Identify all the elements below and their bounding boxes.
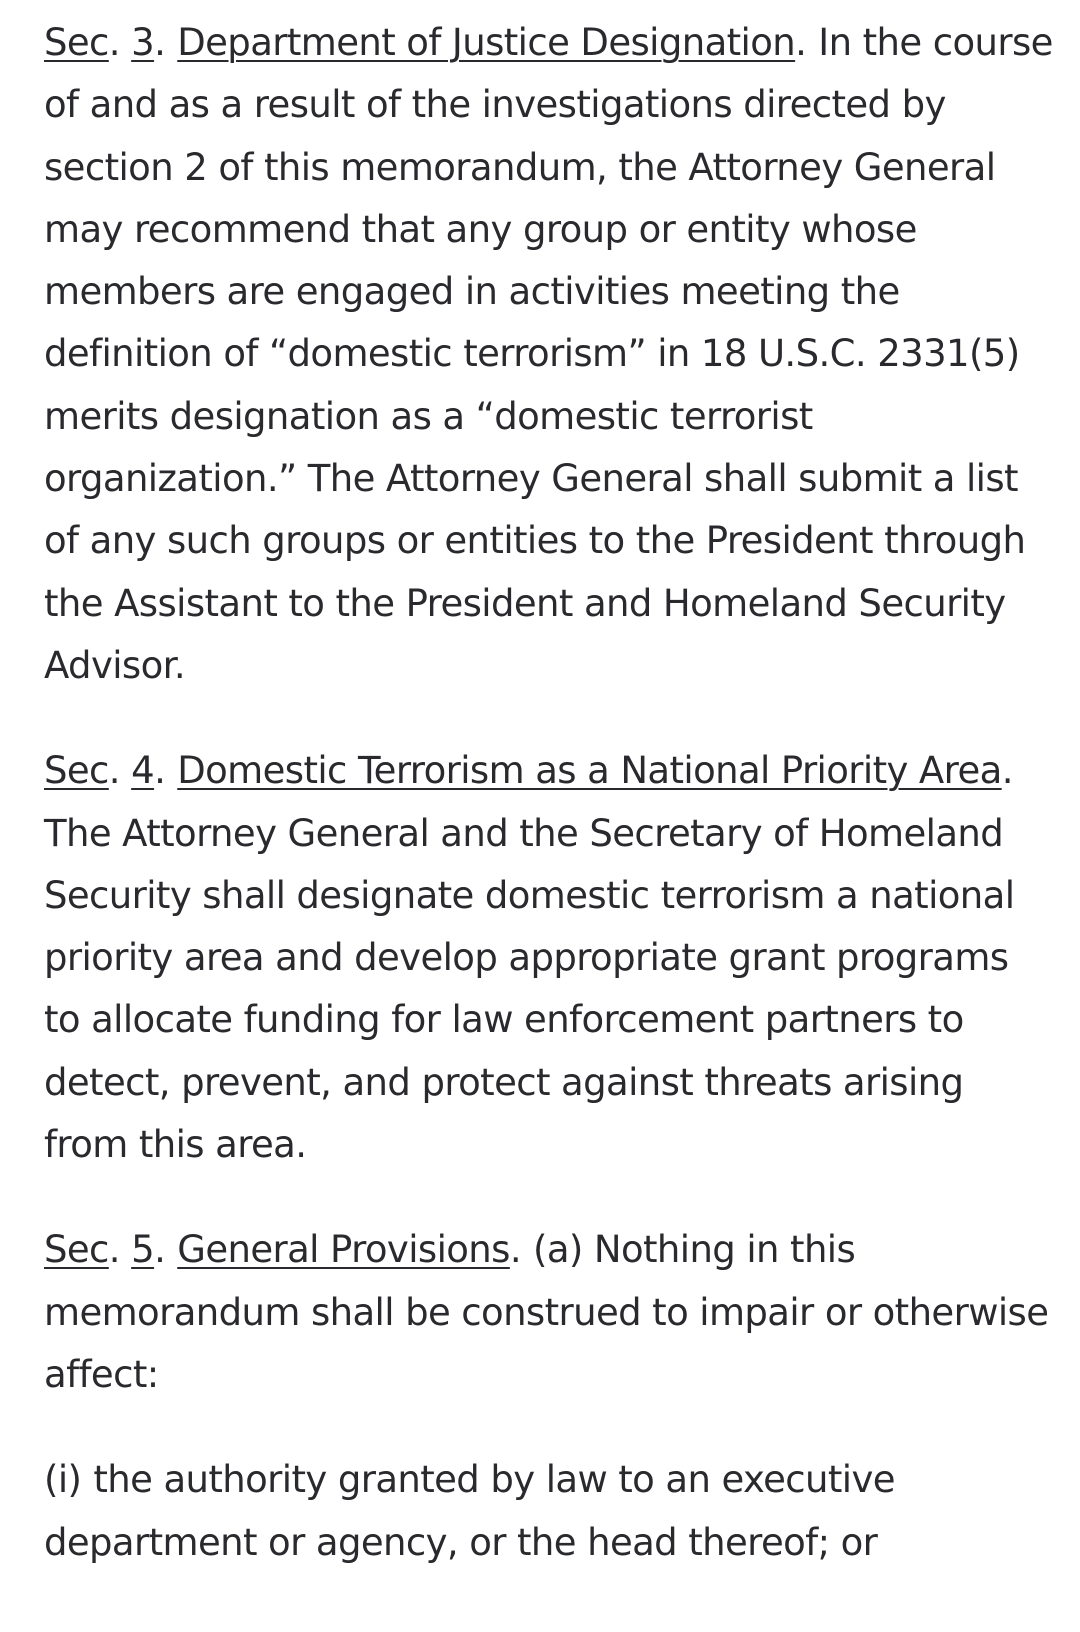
section-number: 4 bbox=[131, 749, 155, 793]
section-text: (a) Nothing in this memorandum shall be construed to impair or otherwise affect: bbox=[44, 1228, 1049, 1396]
section-heading: General Provisions bbox=[177, 1228, 510, 1272]
clause-text: the authority granted by law to an executive department or agency, or the head thereof; or bbox=[44, 1458, 895, 1564]
section-text: In the course of and as a result of the investigations directed by section 2 of this memorandum, the Attorney General may recommend that any group or entity whose members are engaged in activities meeting the definition of “domestic terrorism” in 18 U.S.C. 2331(5) merits designation as a “domestic terrorist organization.” The Attorney General shall submit a list of any such groups or entities to the President through the Assistant to the President and Homeland Security Advisor. bbox=[44, 21, 1053, 687]
section-label: Sec bbox=[44, 749, 109, 793]
section-4: Sec. 4. Domestic Terrorism as a National Priority Area.The Attorney General and the Secretary of Homeland Security shall designate domestic terrorism a national priority area and develop appropriate grant programs to allocate funding for law enforcement partners to detect, prevent, and protect against threats arising from this area. bbox=[44, 749, 1015, 1167]
section-label: Sec bbox=[44, 21, 109, 64]
clause-i bbox=[44, 1449, 1054, 1574]
section-text: The Attorney General and the Secretary of Homeland Security shall designate domestic terrorism a national priority area and develop appropriate grant programs to allocate funding for law enforcement partners to detect, prevent, and protect against threats arising from this area. bbox=[44, 811, 1015, 1167]
document-body bbox=[44, 12, 1054, 1617]
section-number: 5 bbox=[131, 1228, 155, 1272]
section-heading: Department of Justice Designation bbox=[177, 21, 796, 64]
section-heading: Domestic Terrorism as a National Priority Area bbox=[177, 749, 1002, 793]
section-5: Sec. 5. General Provisions. (a) Nothing in this memorandum shall be construed to impair or otherwise affect: bbox=[44, 1228, 1049, 1396]
section-3: Sec. 3. Department of Justice Designation. In the course of and as a result of the investigations directed by section 2 of this memorandum, the Attorney General may recommend that any group or entity whose members are engaged in activities meeting the definition of “domestic terrorism” in 18 U.S.C. 2331(5) merits designation as a “domestic terrorist organization.” The Attorney General shall submit a list of any such groups or entities to the President through the Assistant to the President and Homeland Security Advisor. bbox=[44, 21, 1053, 687]
section-number: 3 bbox=[131, 21, 155, 64]
clause-marker: (i) bbox=[44, 1458, 82, 1502]
section-label: Sec bbox=[44, 1228, 109, 1272]
